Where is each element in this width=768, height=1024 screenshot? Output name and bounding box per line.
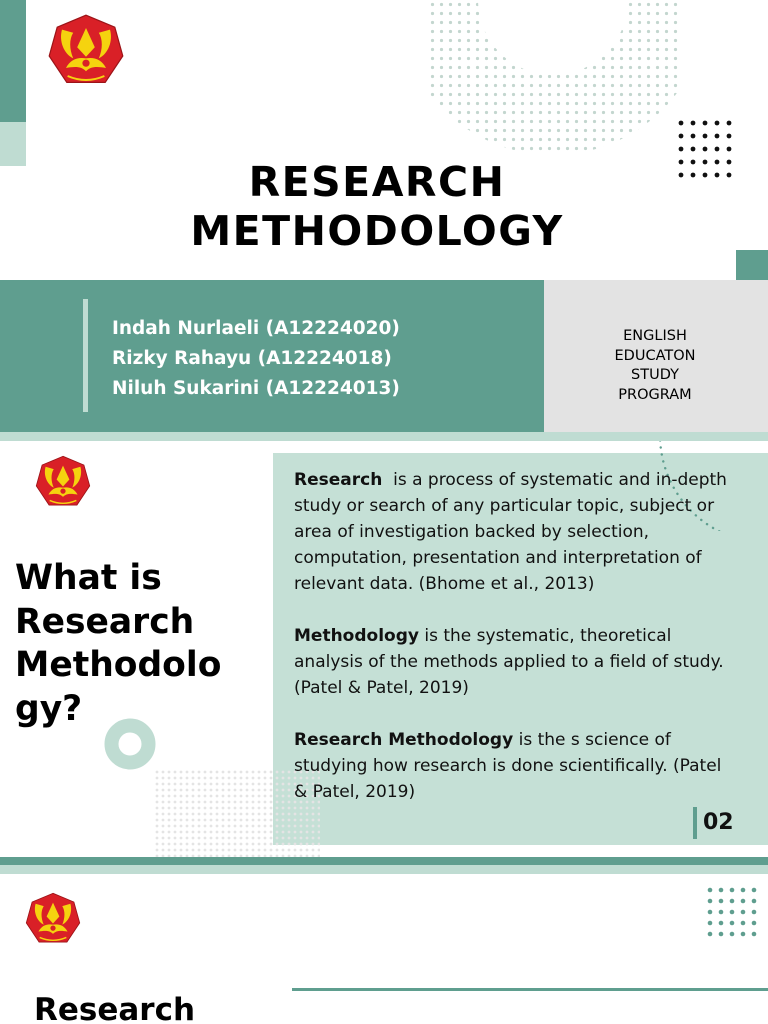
university-logo-icon (46, 12, 126, 92)
university-logo-icon (24, 891, 82, 949)
slide-title: Research (34, 992, 196, 1024)
definition-paragraph (294, 623, 738, 701)
author-divider (83, 299, 88, 412)
left-accent-bar (0, 0, 26, 122)
definition-body: is the s science of studying how research is done scientifically. (Patel & Patel, 2019) (294, 730, 722, 802)
slide-separator (0, 432, 768, 441)
title-line: METHODOLOGY (190, 207, 564, 255)
definition-body: is the systematic, theoretical analysis of the methods applied to a field of study. (Patel & Patel, 2019) (294, 626, 724, 698)
program-line: PROGRAM (618, 386, 692, 403)
author-name: Indah Nurlaeli (A12224020) (112, 318, 400, 339)
heading-line: Methodolo (15, 645, 222, 685)
corner-accent-block (736, 250, 768, 280)
term-label: Methodology (294, 626, 419, 646)
author-name: Rizky Rahayu (A12224018) (112, 348, 392, 369)
definition-text (294, 467, 738, 831)
left-accent-bar-light (0, 122, 26, 166)
page-number: 02 (703, 810, 734, 835)
definition-body: is a process of systematic and in-depth study or search of any particular topic, subject or area of investigation backed by selection, computation, presentation and interpretation of relevant data. (Bhome et al., 2013) (294, 470, 733, 594)
definition-paragraph (294, 467, 738, 597)
slide-separator (0, 865, 768, 874)
study-program-label (560, 327, 750, 405)
definition-slide (0, 441, 768, 857)
slide-title (100, 158, 654, 256)
definition-paragraph (294, 727, 738, 805)
question-heading (15, 557, 255, 731)
title-underline (292, 988, 768, 991)
title-line: RESEARCH (248, 158, 506, 206)
heading-line: What is (15, 558, 162, 598)
term-label: Research (294, 470, 383, 490)
next-slide-preview (0, 874, 768, 1024)
program-line: STUDY (631, 367, 679, 383)
dot-grid-decoration (706, 886, 758, 938)
heading-line: Research (15, 601, 195, 642)
program-line: EDUCATON (614, 347, 696, 364)
page-number-bar (693, 807, 697, 839)
heading-line: gy? (15, 688, 83, 729)
author-list (112, 314, 400, 404)
author-name: Niluh Sukarini (A12224013) (112, 378, 400, 399)
dot-grid-decoration (676, 118, 740, 182)
program-line: ENGLISH (623, 328, 687, 344)
title-slide (0, 0, 768, 432)
university-logo-icon (34, 454, 92, 512)
dotted-circle-decoration (428, 0, 678, 156)
term-label: Research Methodology (294, 730, 514, 750)
slide-separator-dark (0, 857, 768, 865)
